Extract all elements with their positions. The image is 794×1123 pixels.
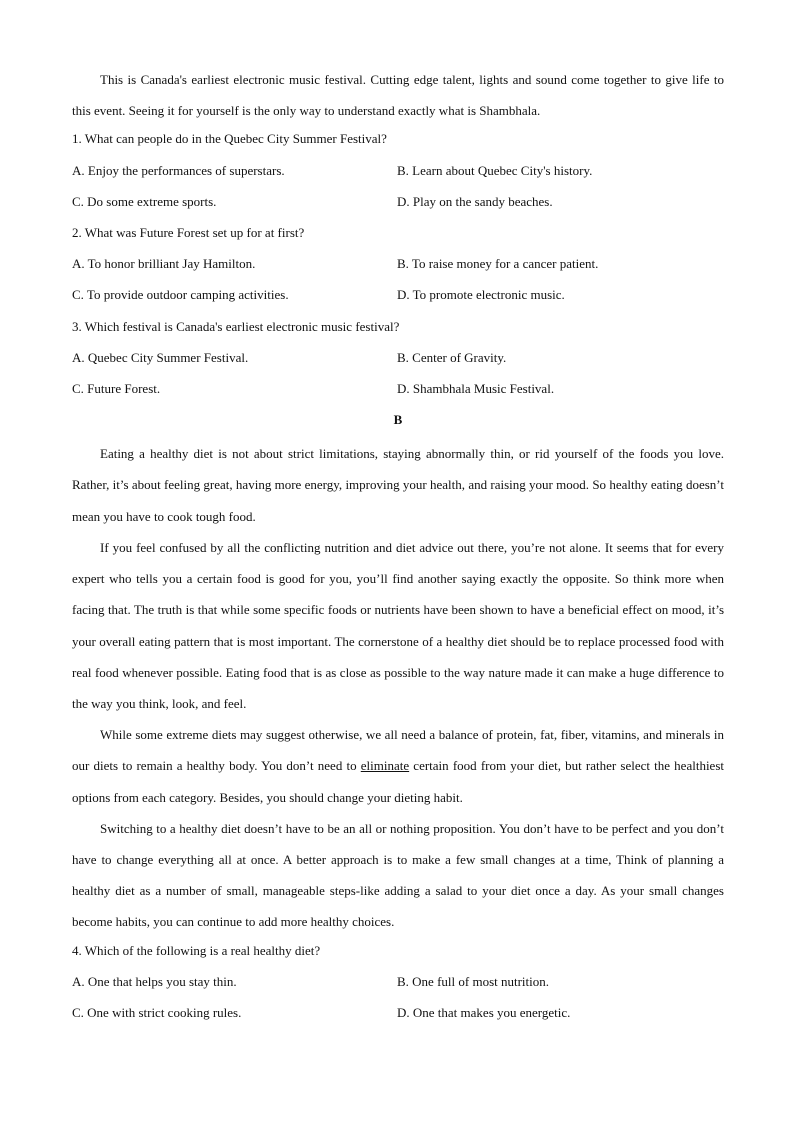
question-3-options-row-1 — [72, 345, 724, 376]
question-1-option-c: C. Do some extreme sports. — [72, 193, 217, 209]
question-3-option-a: A. Quebec City Summer Festival. — [72, 349, 249, 365]
question-2-option-c: C. To provide outdoor camping activities. — [72, 287, 289, 303]
question-3-stem: 3. Which festival is Canada's earliest electronic music festival? — [72, 318, 400, 334]
question-4-option-a: A. One that helps you stay thin. — [72, 973, 237, 989]
question-2-stem: 2. What was Future Forest set up for at first? — [72, 224, 305, 240]
passage-a-final-paragraph: This is Canada's earliest electronic music festival. Cutting edge talent, lights and sound come together to give life to this event. Seeing it for yourself is the only way to understand exactly what is Shambhala. — [72, 72, 724, 119]
underlined-word-eliminate: eliminate — [360, 758, 410, 774]
question-4-options-row-2 — [72, 1000, 724, 1031]
section-b-paragraph-2: If you feel confused by all the conflicting nutrition and diet advice out there, you’re not alone. It seems that for every expert who tells you a certain food is good for you, you’ll find another saying exactly the opposite. So think more when facing that. The truth is that while some specific foods or nutrients have been shown to have a beneficial effect on mood, it’s your overall eating pattern that is most important. The cornerstone of a healthy diet should be to replace processed food with real food whenever possible. Eating food that is as close as possible to the way nature made it can make a huge difference to the way you think, look, and feel. — [72, 539, 724, 711]
question-3-option-c: C. Future Forest. — [72, 380, 161, 396]
paragraph-3-text-after: certain food from your diet, but rather select the healthiest options from each category. Besides, you should change your dieting habit. — [72, 758, 724, 805]
question-4-option-b: B. One full of most nutrition. — [397, 973, 550, 989]
question-4-options-row-1 — [72, 969, 724, 1000]
question-4-option-c: C. One with strict cooking rules. — [72, 1004, 242, 1020]
section-b-paragraph-1: Eating a healthy diet is not about strict limitations, staying abnormally thin, or rid yourself of the foods you love. Rather, it’s about feeling great, having more energy, improving your health, and raising your mood. So healthy eating doesn’t mean you have to cook tough food. — [72, 446, 724, 524]
question-1-options-row-1 — [72, 158, 724, 189]
section-b-paragraph-3 — [72, 719, 724, 813]
question-1-option-b: B. Learn about Quebec City's history. — [397, 162, 593, 178]
question-3-options-row-2 — [72, 376, 724, 407]
question-1-options-row-2 — [72, 189, 724, 220]
question-2-options-row-2 — [72, 282, 724, 313]
section-b-paragraph-4: Switching to a healthy diet doesn’t have to be an all or nothing proposition. You don’t have to be perfect and you don’t have to change everything all at once. A better approach is to make a few small changes at a time, Think of planning a healthy diet as a number of small, manageable steps-like adding a salad to your diet once a day. As your small changes become habits, you can continue to add more healthy choices. — [72, 820, 724, 930]
question-3-option-d: D. Shambhala Music Festival. — [397, 380, 555, 396]
section-b-title: B — [393, 412, 403, 428]
question-3-option-b: B. Center of Gravity. — [397, 349, 507, 365]
question-2-option-d: D. To promote electronic music. — [397, 287, 565, 303]
question-2-options-row-1 — [72, 251, 724, 282]
question-2-option-a: A. To honor brilliant Jay Hamilton. — [72, 256, 256, 272]
question-2-option-b: B. To raise money for a cancer patient. — [397, 256, 599, 272]
question-4-stem: 4. Which of the following is a real healthy diet? — [72, 942, 321, 958]
question-1-stem: 1. What can people do in the Quebec City Summer Festival? — [72, 131, 387, 147]
question-4-option-d: D. One that makes you energetic. — [397, 1004, 571, 1020]
exam-page — [72, 64, 724, 1031]
question-1-option-a: A. Enjoy the performances of superstars. — [72, 162, 285, 178]
paragraph-3-text-before: While some extreme diets may suggest otherwise, we all need a balance of protein, fat, fiber, vitamins, and minerals in our diets to remain a healthy body. You don’t need to — [72, 727, 724, 774]
question-1-option-d: D. Play on the sandy beaches. — [397, 193, 553, 209]
